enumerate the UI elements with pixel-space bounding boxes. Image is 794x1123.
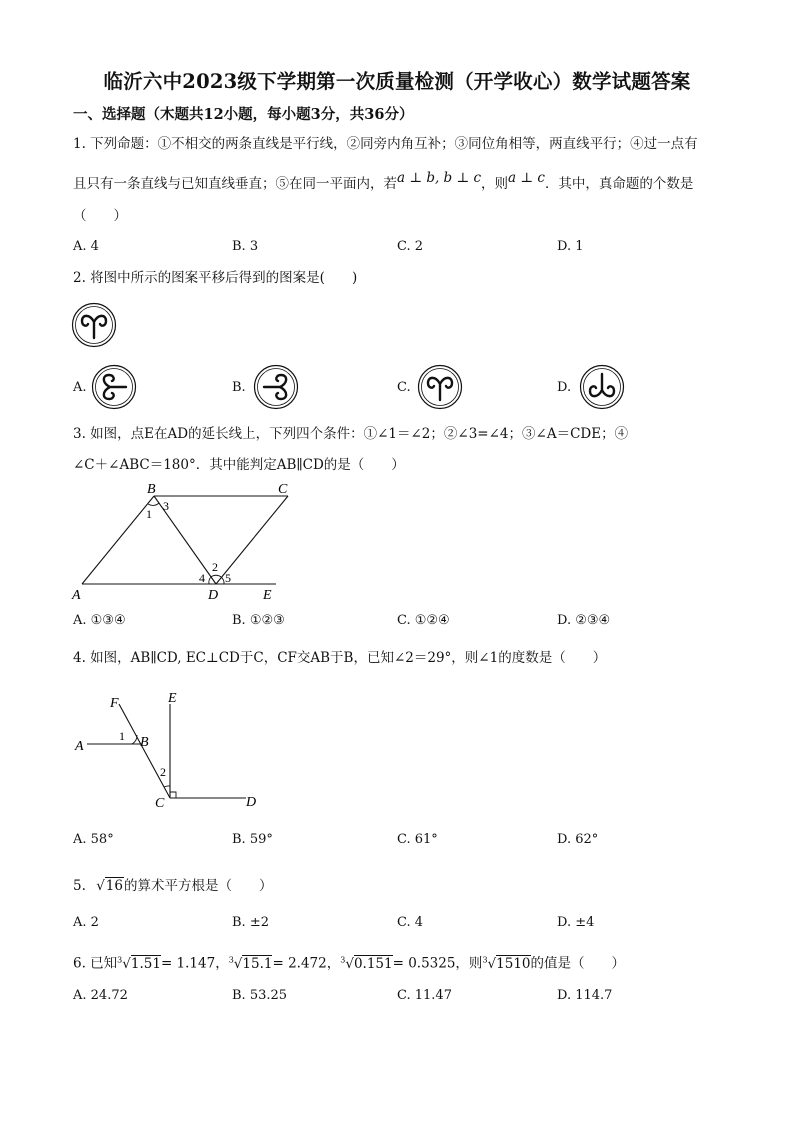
label-c: C <box>155 796 165 811</box>
q3-option-c[interactable]: C. ①②④ <box>397 613 450 628</box>
q3-option-a[interactable]: A. ①③④ <box>73 613 126 628</box>
label-a: A <box>72 588 81 603</box>
q3-stem-line1: 3. 如图，点E在AD的延长线上，下列四个条件：①∠1＝∠2；②∠3=∠4；③∠A＝CDE；④ <box>73 426 629 442</box>
q1-line2 <box>73 170 694 193</box>
label-a: A <box>75 739 84 754</box>
q4-option-d[interactable]: D. 62° <box>557 832 599 847</box>
q1-line2-text-b: ，则 <box>481 176 509 192</box>
q2-option-d-figure[interactable] <box>578 364 626 410</box>
q4-option-c[interactable]: C. 61° <box>397 832 438 847</box>
line-ab <box>82 496 154 584</box>
angle-4: 4 <box>199 571 205 585</box>
q4-option-b[interactable]: B. 59° <box>232 832 273 847</box>
q2-option-d-label[interactable]: D. <box>557 380 572 395</box>
q1-line2-text-a: 且只有一条直线与已知直线垂直；⑤在同一平面内，若 <box>73 176 397 192</box>
q1-answer-paren: （ ） <box>73 208 127 224</box>
angle-1: 1 <box>146 507 152 521</box>
label-d: D <box>246 795 257 810</box>
q1-option-d[interactable]: D. 1 <box>557 239 584 254</box>
q5-stem <box>73 877 272 895</box>
q3-option-b[interactable]: B. ①②③ <box>232 613 285 628</box>
q2-option-b-label[interactable]: B. <box>232 380 246 395</box>
q6-option-d[interactable]: D. 114.7 <box>557 988 613 1003</box>
q2-option-a-figure[interactable] <box>90 364 138 410</box>
label-e: E <box>263 588 272 603</box>
q1-line2-text-c: ．其中，真命题的个数是 <box>544 176 694 192</box>
q6-option-a[interactable]: A. 24.72 <box>73 988 128 1003</box>
angle-2: 2 <box>160 765 166 779</box>
q5-option-a[interactable]: A. 2 <box>73 915 99 930</box>
q2-option-a-label[interactable]: A. <box>73 380 87 395</box>
q3-stem-line2: ∠C＋∠ABC＝180°．其中能判定AB∥CD的是（ ） <box>73 457 405 473</box>
page-title: 临沂六中2023级下学期第一次质量检测（开学收心）数学试题答案 <box>103 70 691 93</box>
q5-number: 5. <box>73 878 86 894</box>
q2-stem: 2. 将图中所示的图案平移后得到的图案是( ) <box>73 270 358 286</box>
q5-sqrt: √16 <box>96 878 123 894</box>
q4-figure <box>70 688 270 814</box>
q6-option-b[interactable]: B. 53.25 <box>232 988 288 1003</box>
q2-option-b-figure[interactable] <box>252 364 300 410</box>
q6-cbrt-2: $^3$√15.1 <box>228 955 273 972</box>
q5-option-c[interactable]: C. 4 <box>397 915 424 930</box>
label-f: F <box>110 696 119 711</box>
q3-figure <box>66 478 306 604</box>
q6-option-c[interactable]: C. 11.47 <box>397 988 452 1003</box>
q1-line1: 1. 下列命题：①不相交的两条直线是平行线，②同旁内角互补；③同位角相等，两直线平行；④过一点有 <box>73 136 698 152</box>
q2-option-c-figure[interactable] <box>416 364 464 410</box>
angle-3: 3 <box>163 499 169 513</box>
q1-math-1: a ⊥ b, b ⊥ c <box>397 170 482 186</box>
angle-5: 5 <box>225 571 231 585</box>
section-heading: 一、选择题（木题共12小题，每小题3分，共36分） <box>73 106 414 123</box>
label-b: B <box>140 735 149 750</box>
q1-option-b[interactable]: B. 3 <box>232 239 259 254</box>
q3-option-d[interactable]: D. ②③④ <box>557 613 611 628</box>
label-b: B <box>147 482 156 497</box>
label-c: C <box>278 482 288 497</box>
q6-cbrt-3: $^3$√0.151 <box>340 955 393 972</box>
q6-cbrt-1: $^3$√1.51 <box>117 955 161 972</box>
q5-text: 的算术平方根是（ ） <box>123 878 273 894</box>
q6-stem: 6. 已知$^3$√1.51= 1.147，$^3$√15.1= 2.472，$^3$√0.151= 0.5325，则$^3$√1510的值是（ ） <box>73 955 625 972</box>
q6-prefix: 6. 已知 <box>73 955 118 972</box>
q2-original-figure <box>70 302 118 348</box>
q5-option-d[interactable]: D. ±4 <box>557 915 595 930</box>
line-fc <box>119 704 170 798</box>
q6-cbrt-4: $^3$√1510 <box>482 955 531 972</box>
q4-option-a[interactable]: A. 58° <box>73 832 114 847</box>
q5-option-b[interactable]: B. ±2 <box>232 915 269 930</box>
q1-math-2: a ⊥ c <box>508 170 545 186</box>
label-d: D <box>208 588 219 603</box>
angle-1: 1 <box>119 729 125 743</box>
q4-stem: 4. 如图，AB∥CD, EC⊥CD于C，CF交AB于B，已知∠2＝29°，则∠1的度数是（ ） <box>73 650 607 666</box>
q1-option-c[interactable]: C. 2 <box>397 239 424 254</box>
angle-2: 2 <box>212 560 218 574</box>
q2-option-c-label[interactable]: C. <box>397 380 411 395</box>
q1-option-a[interactable]: A. 4 <box>73 239 99 254</box>
label-e: E <box>168 691 177 706</box>
